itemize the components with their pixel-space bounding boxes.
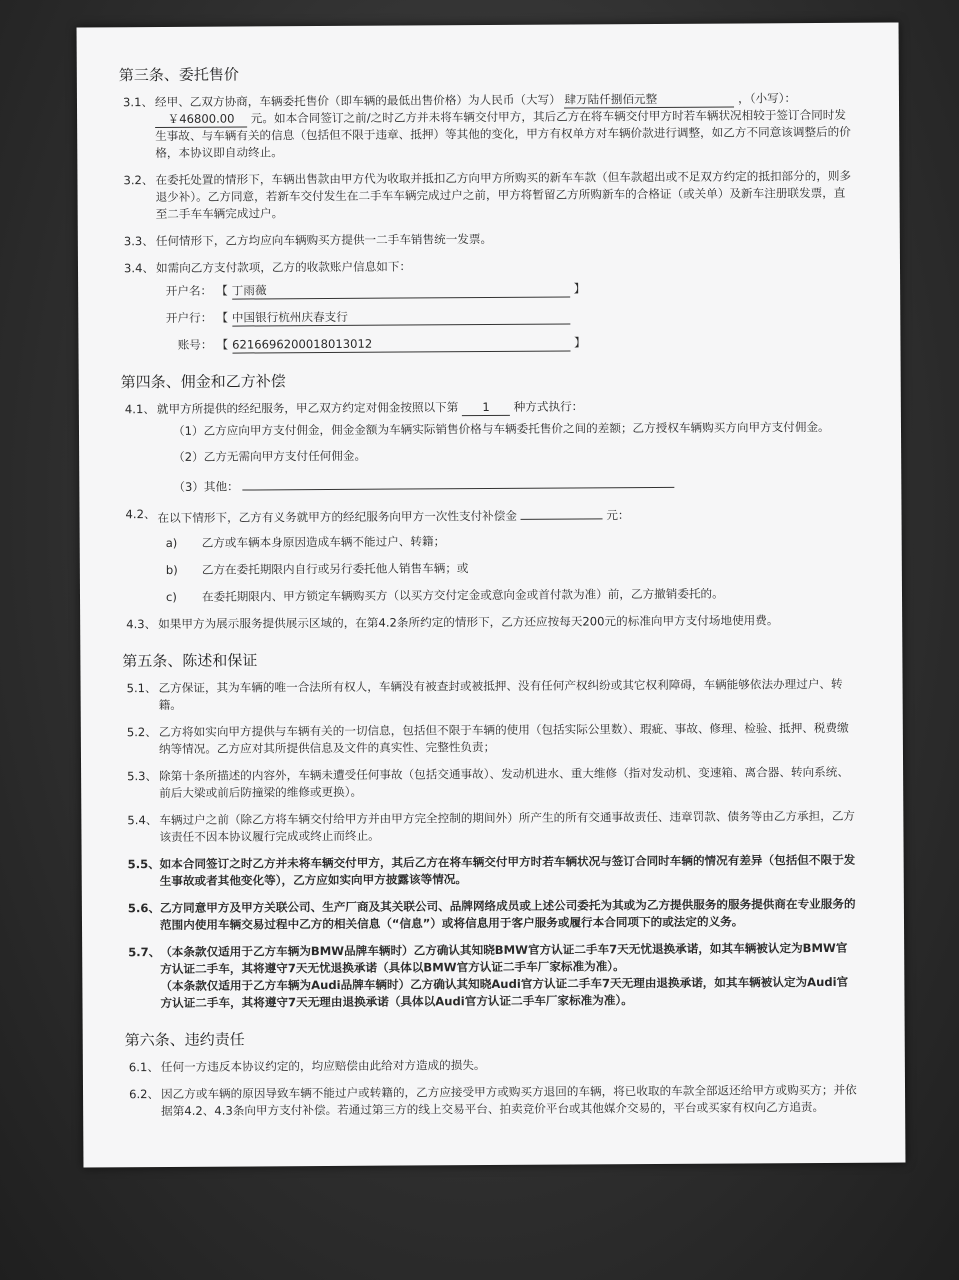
list-item — [166, 558, 855, 579]
clause-number: 6.2、 — [129, 1087, 160, 1102]
account-name-row — [156, 279, 853, 300]
clause-3-1 — [117, 90, 852, 162]
compensation-blank-field — [521, 503, 603, 520]
commission-option-3 — [157, 471, 854, 496]
clause-number: 5.1、 — [126, 681, 157, 696]
clause-3-4 — [118, 256, 854, 354]
clause-6-1 — [123, 1055, 858, 1076]
clause-4-1 — [119, 397, 855, 496]
clause-text: 种方式执行： — [513, 399, 584, 414]
clause-text: 如需向乙方支付款项，乙方的收款账户信息如下： — [155, 259, 412, 276]
clause-number: 5.4、 — [127, 813, 158, 828]
clause-number: 5.3、 — [127, 769, 158, 784]
clause-5-2 — [121, 720, 856, 758]
commission-option-2: （2）乙方无需向甲方支付任何佣金。 — [173, 448, 367, 464]
clause-5-6 — [122, 896, 857, 934]
clause-text: 元。如本合同签订之前/之时乙方并未将车辆交付甲方，其后乙方在将车辆交付甲方时若车辆状况相较于签订合同时发生事故、与车辆有关的信息（包括但不限于违章、抵押）等其他的变化，甲方有权单方对车辆价款进行调整，如乙方不同意该调整后的价格，本协议即自动终止。 — [155, 107, 851, 161]
clause-5-5 — [122, 852, 857, 890]
clause-text-bmw: （本条款仅适用于乙方车辆为BMW品牌车辆时）乙方确认其知晓BMW官方认证二手车7天无忧退换承诺，如其车辆被认定为BMW官方认证二手车，其将遵守7天无忧退换承诺（具体以BMW官方认证二手车厂家标准为准）。 — [160, 940, 848, 977]
clause-5-1 — [121, 676, 856, 714]
clause-number: 5.7、 — [128, 945, 161, 960]
clause-text-audi: （本条款仅适用于乙方车辆为Audi品牌车辆时）乙方确认其知晓Audi官方认证二手车7天无理由退换承诺，如其车辆被认定为Audi官方认证二手车，其将遵守7天无理由退换承诺（具体以Audi官方认证二手车厂家标准为准）。 — [160, 974, 849, 1011]
clause-text: 乙方保证，其为车辆的唯一合法所有权人，车辆没有被查封或被抵押、没有任何产权纠纷或其它权利障碍，车辆能够依法办理过户、转籍。 — [158, 676, 843, 713]
commission-option-1: （1）乙方应向甲方支付佣金，佣金金额为车辆实际销售价格与车辆委托售价之间的差额；乙方授权车辆购买方向甲方支付佣金。 — [172, 419, 830, 438]
section-6-title: 第六条、违约责任 — [124, 1030, 245, 1050]
clause-4-2 — [119, 502, 855, 606]
bracket-open: 【 — [216, 337, 229, 352]
contract-content — [117, 63, 858, 1130]
account-name-label: 开户名： — [165, 283, 213, 298]
item-letter: b) — [165, 562, 178, 577]
clause-number: 4.3、 — [126, 617, 157, 632]
bracket-close: 】 — [574, 335, 586, 350]
contract-page — [77, 22, 906, 1167]
account-bank-field: 中国银行杭州庆春支行 — [232, 309, 570, 327]
clause-text: 元： — [606, 508, 630, 523]
clause-number: 3.3、 — [123, 234, 154, 249]
clause-text: 任何情形下，乙方均应向车辆购买方提供一二手车销售统一发票。 — [155, 231, 493, 249]
clause-number: 4.1、 — [124, 402, 155, 417]
clause-text: 车辆过户之前（除乙方将车辆交付给甲方并由甲方完全控制的期间外）所产生的所有交通事故责任、违章罚款、债务等由乙方承担，乙方该责任不因本协议履行完成或终止而终止。 — [159, 808, 856, 845]
clause-text: 在委托处置的情形下，车辆出售款由甲方代为收取并抵扣乙方向甲方所购买的新车车款（但车款超出或不足双方约定的抵扣部分的，则多退少补）。乙方同意，若新车交付发生在二手车车辆完成过户之前，甲方将暂留乙方所购新车的合格证（或关单）及新车注册联发票，直至二手车车辆完成过户。 — [155, 168, 852, 222]
item-letter: a) — [165, 535, 178, 550]
clause-text: 乙方同意甲方及甲方关联公司、生产厂商及其关联公司、品牌网络成员或上述公司委托为其或为乙方提供服务的服务提供商在专业服务的范围内使用车辆交易过程中乙方的相关信息（“信息”）或将信息用于客户服务或履行本合同项下的或法定的义务。 — [159, 896, 856, 933]
clause-number: 3.1、 — [122, 95, 154, 110]
clause-text: ，（小写）： — [738, 91, 797, 106]
clause-5-7 — [122, 940, 857, 1012]
clause-5-3 — [121, 764, 856, 802]
clause-4-3 — [120, 612, 855, 633]
clause-number: 3.4、 — [123, 261, 155, 276]
bracket-open: 【 — [216, 310, 228, 325]
clause-text: 就甲方所提供的经纪服务，甲乙双方约定对佣金按照以下第 — [156, 400, 459, 417]
clause-6-2 — [123, 1082, 858, 1120]
clause-number: 5.6、 — [127, 901, 161, 916]
clause-text: 任何一方违反本协议约定的，均应赔偿由此给对方造成的损失。 — [160, 1058, 486, 1075]
item-text: 乙方或车辆本身原因造成车辆不能过户、转籍； — [201, 534, 446, 550]
clause-text: 经甲、乙双方协商，车辆委托售价（即车辆的最低出售价格）为人民币（大写） — [154, 92, 561, 110]
account-number-field: 6216696200018013012 — [232, 336, 570, 354]
account-bank-label: 开户行： — [165, 310, 213, 325]
list-item — [166, 585, 855, 606]
item-text: 乙方在委托期限内自行或另行委托他人销售车辆；或 — [201, 561, 469, 577]
bracket-open: 【 — [216, 283, 228, 298]
clause-number: 6.1、 — [128, 1060, 159, 1075]
clause-text: 如果甲方为展示服务提供展示区域的，在第4.2条所约定的情形下，乙方还应按每天200元的标准向甲方支付场地使用费。 — [158, 613, 779, 632]
clause-number: 5.2、 — [126, 725, 157, 740]
account-bank-row — [156, 306, 853, 327]
item-text: 在委托期限内、甲方锁定车辆购买方（以买方交付定金或意向金或首付款为准）前，乙方撤销委托的。 — [201, 586, 724, 604]
clause-5-4 — [121, 808, 856, 846]
section-3-title: 第三条、委托售价 — [118, 65, 239, 85]
clause-number: 3.2、 — [123, 173, 154, 188]
clause-3-2 — [117, 168, 852, 223]
list-item — [166, 531, 855, 552]
clause-text: 在以下情形下，乙方有义务就甲方的经纪服务向甲方一次性支付补偿金 — [157, 508, 517, 526]
price-lowercase-field: ￥46800.00 — [155, 111, 247, 128]
clause-text: 如本合同签订之时乙方并未将车辆交付甲方，其后乙方在将车辆交付甲方时若车辆状况与签订合同时车辆的情况有差异（包括但不限于发生事故或者其他变化等），乙方应如实向甲方披露该等情况。 — [159, 852, 856, 889]
option-label: （3）其他： — [173, 479, 239, 494]
commission-choice-field: 1 — [462, 400, 510, 416]
clause-text: 除第十条所描述的内容外，车辆未遭受任何事故（包括交通事故）、发动机进水、重大维修（指对发动机、变速箱、离合器、转向系统、前后大梁或前后防撞梁的维修或更换）。 — [159, 764, 849, 801]
clause-text: 乙方将如实向甲方提供与车辆有关的一切信息，包括但不限于车辆的使用（包括实际公里数）、瑕疵、事故、修理、检验、抵押、税费缴纳等情况。乙方应对其所提供信息及文件的真实性、完整性负责； — [158, 720, 849, 757]
clause-3-3 — [118, 229, 853, 250]
price-uppercase-field: 肆万陆仟捌佰元整 — [564, 92, 734, 109]
account-number-label: 账号： — [177, 337, 213, 352]
clause-text: 因乙方或车辆的原因导致车辆不能过户或转籍的，乙方应接受甲方或购买方退回的车辆，将已收取的车款全部返还给甲方或购买方；并依据第4.2、4.3条向甲方支付补偿。若通过第三方的线上交易平台、拍卖竞价平台或其他媒介交易的，平台或买家有权向乙方追责。 — [160, 1082, 857, 1119]
other-blank-field — [242, 472, 674, 491]
item-letter: c) — [165, 589, 177, 604]
clause-number: 4.2、 — [125, 507, 156, 522]
section-4-title: 第四条、佣金和乙方补偿 — [120, 372, 286, 392]
section-5-title: 第五条、陈述和保证 — [122, 651, 258, 671]
account-name-field: 丁雨薇 — [232, 282, 570, 300]
bracket-close: 】 — [573, 281, 586, 296]
account-number-row — [156, 333, 853, 354]
clause-number: 5.5、 — [127, 857, 160, 872]
